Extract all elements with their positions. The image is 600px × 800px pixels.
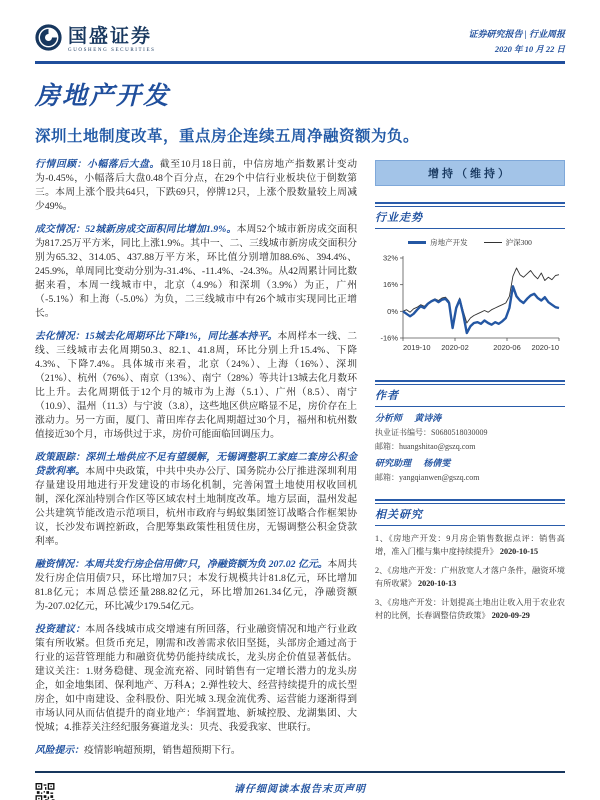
report-date: 2020 年 10 月 22 日 xyxy=(494,44,565,54)
svg-text:2020-02: 2020-02 xyxy=(441,343,469,352)
disclaimer-text: 请仔细阅读本报告末页声明 xyxy=(234,784,366,795)
paragraph-lead: 风险提示： xyxy=(35,745,84,756)
legend-label: 沪深300 xyxy=(505,238,532,247)
related-item-number: 1、 xyxy=(375,534,389,543)
qr-code-icon xyxy=(35,783,55,800)
paragraph-lead: 成交情况：52城新房成交面积同比增加1.9%。 xyxy=(35,224,237,235)
paragraph-lead: 投资建议： xyxy=(35,624,86,635)
paragraph-body: 本周样本一线、二线、三线城市去化周期50.3、82.1、41.8周，环比分别上升15.4%、下降4.3%、下降7.4%。具体城市来看，北京（24%）、上海（16%）、深圳（21%）、杭州（76%）、南京（13%）、南宁（28%）等共计13城去化月数环比上升。去化周期低于12个月的城市为上海（5.1）、广州（8.5）、南宁（10.9）、温州（11.3）与宁波（3.8），这些地区供应略显不足，房价存在上涨动力。另一方面，厦门、莆田库存去化周期超过30个月，福州和杭州数值接近30个月，市场供过于求，房价可能面临回调压力。 xyxy=(35,331,358,440)
svg-text:2019-10: 2019-10 xyxy=(403,343,431,352)
related-research-item xyxy=(375,564,565,590)
paragraph-lead: 政策跟踪：深圳土地供应不足有望缓解，无锡调整职工家庭二套房公积金贷款利率。 xyxy=(35,452,357,477)
header-divider xyxy=(35,61,565,64)
related-research-item xyxy=(375,532,565,558)
related-item-number: 3、 xyxy=(375,598,388,607)
related-research-heading: 相关研究 xyxy=(375,499,565,526)
brand xyxy=(35,24,156,56)
brand-name-en: GUOSHENG SECURITIES xyxy=(68,48,156,53)
blue-line-swatch-icon xyxy=(408,241,426,244)
analyst-cert: 执业证书编号：S0680518030009 xyxy=(375,428,488,437)
page-title: 房地产开发 xyxy=(35,83,171,110)
legend-label: 房地产开发 xyxy=(430,238,468,247)
paragraph-body: 本周各线城市成交增速有所回落，行业融资情况和地产行业政策有所收紧。但货币充足，刚需和改善需求依旧坚挺，头部房企通过高于行业的运营管理能力和融资优势仍能持续成长，龙头房企价值显著低估。建议关注：1.财务稳健、现金流充裕、同时销售有一定增长潜力的龙头房企，如金地集团、保利地产、万科A；2.弹性较大、经营持续提升的成长型房企，如中南建设、金科股份、阳光城 3.现金流优秀、运营能力逐渐得到市场认同从而估值提升的商业地产：华润置地、新城控股、龙湖集团、大悦城；4.推荐关注经纪服务赛道龙头：贝壳、我爱我家、世联行。 xyxy=(35,624,358,733)
paragraph-policy xyxy=(35,451,357,549)
svg-text:2020-10: 2020-10 xyxy=(531,343,559,352)
svg-text:32%: 32% xyxy=(382,253,398,263)
related-item-date: 2020-10-13 xyxy=(418,579,457,588)
paragraph-lead: 行情回顾：小幅落后大盘。 xyxy=(35,159,160,170)
rating-badge: 增持（维持） xyxy=(375,160,565,186)
paragraph-lead: 融资情况：本周共发行房企信用债7只，净融资额为负 207.02 亿元。 xyxy=(35,559,328,570)
related-item-title: 《房地产开发：计划提高土地出让收入用于农业农村的比例，长春调整信贷政策》 xyxy=(375,598,565,620)
related-item-title: 《房地产开发：9月房企销售数据点评：销售高增，准入门槛与集中度持续提升》 xyxy=(375,534,565,556)
svg-text:2020-06: 2020-06 xyxy=(493,343,521,352)
related-item-date: 2020-10-15 xyxy=(499,547,539,556)
author-section xyxy=(375,380,565,483)
analyst-email: 邮箱：huangshitao@gszq.com xyxy=(375,442,476,451)
paragraph-financing xyxy=(35,558,357,614)
black-line-swatch-icon xyxy=(484,242,502,243)
author-heading: 作者 xyxy=(375,380,565,407)
assistant-label: 研究助理 xyxy=(375,458,412,468)
analyst-name: 黄诗涛 xyxy=(414,413,442,423)
industry-trend-heading: 行业走势 xyxy=(375,202,565,229)
related-research-item xyxy=(375,596,565,622)
svg-text:-16%: -16% xyxy=(380,333,398,343)
report-subtitle: 深圳土地制度改革，重点房企连续五周净融资额为负。 xyxy=(35,128,420,145)
analyst-label: 分析师 xyxy=(375,413,403,423)
paragraph-inventory xyxy=(35,330,357,442)
brand-name-cn: 国盛证券 xyxy=(68,26,153,47)
paragraph-body: 疫情影响超预期，销售超预期下行。 xyxy=(83,745,241,756)
sidebar xyxy=(375,158,565,767)
related-item-number: 2、 xyxy=(375,566,388,575)
related-research-section xyxy=(375,499,565,622)
related-item-date: 2020-09-29 xyxy=(491,611,530,620)
body-column xyxy=(35,158,357,767)
assistant-name: 杨倩雯 xyxy=(423,458,451,468)
related-item-title: 《房地产开发：广州放宽人才落户条件，融资环境有所收紧》 xyxy=(375,566,565,588)
chart-legend xyxy=(375,237,565,248)
page-footer xyxy=(35,771,565,795)
assistant-email: 邮箱：yangqianwen@gszq.com xyxy=(375,473,480,482)
paragraph-investment-advice xyxy=(35,623,357,735)
paragraph-body: 本周中央政策，中共中央办公厅、国务院办公厅推进深圳利用存量建设用地进行开发建设的市场化机制，完善闲置土地使用权收回机制，深化深汕特别合作区等区域农村土地制度改革。地方层面，温州发起公共建筑节能改造示范项目，杭州市政府与蚂蚁集团签订战略合作框架协议，长沙发布调控新政，合肥筹集政策性租赁住房，无锡调整公积金贷款利率。 xyxy=(35,466,358,547)
paragraph-transactions xyxy=(35,223,357,321)
legend-item-hs300 xyxy=(484,237,532,248)
guosheng-logo-icon xyxy=(35,24,62,56)
industry-trend-chart xyxy=(375,250,565,364)
paragraph-market-review xyxy=(35,158,357,214)
report-type-label: 证券研究报告 | 行业周报 xyxy=(468,29,565,39)
assistant-row xyxy=(375,456,565,469)
paragraph-body: 截至10月18日前，中信房地产指数累计变动为-0.45%，小幅落后大盘0.48个百分点，在29个中信行业板块位于倒数第三。本周上涨个股共64只，下跌69只，停牌12只，上涨个股数量较上周减少49%。 xyxy=(35,159,358,212)
paragraph-lead: 去化情况：15城去化周期环比下降1%，同比基本持平。 xyxy=(35,331,278,342)
paragraph-risk-warning xyxy=(35,744,357,758)
paragraph-body: 本周共发行房企信用债7只，环比增加7只；本发行规模共计81.8亿元，环比增加81.8亿元；本周总偿还量288.82亿元，环比增加261.34亿元，净融资额为-207.02亿元，环比减少179.54亿元。 xyxy=(35,559,357,612)
analyst-row xyxy=(375,411,565,424)
industry-trend-section xyxy=(375,202,565,364)
report-header xyxy=(35,24,565,56)
svg-text:0%: 0% xyxy=(387,306,398,316)
legend-item-realestate xyxy=(408,237,468,248)
svg-text:16%: 16% xyxy=(382,280,398,290)
paragraph-body: 本周52个城市新房成交面积为817.25万平方米，同比上涨1.9%。其中一、二、三线城市新房成交面积分别为65.32、314.05、437.88万平方米，环比值分别增加88.6%、394.4%、245.9%，单周同比变动分别为-31.4%、-11.4%、-24.3%。从42周累计同比数据来看，本周一线城市中，北京（4.9%）和深圳（3.9%）为正，广州（-5.1%）和上海（-5.0%）为负，二三线城市中有26个城市实现同比正增长。 xyxy=(35,224,357,319)
